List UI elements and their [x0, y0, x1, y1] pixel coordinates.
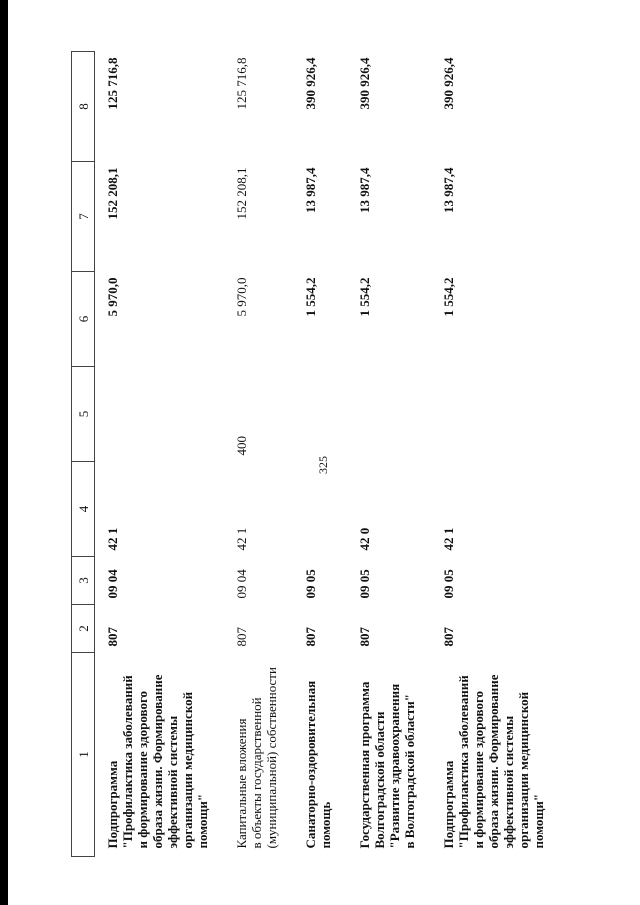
amount-cell: 125 716,8: [105, 57, 120, 110]
row-label: Капитальные вложения в объекты государственной (муниципальной) собственности: [234, 667, 279, 849]
header-cell: 2: [72, 605, 95, 653]
amount-cell: 1 554,2: [441, 277, 456, 317]
section-cell: 09 05: [441, 569, 456, 599]
amount-cell: 152 208,1: [234, 167, 249, 220]
table-row: [95, 52, 225, 857]
program-cell: 42 1: [234, 527, 249, 551]
rotated-table-wrapper: [71, 52, 581, 857]
header-cell: 4: [72, 462, 95, 557]
header-cell: 1: [72, 653, 95, 857]
header-cell: 8: [72, 52, 95, 162]
page-number: 325: [316, 456, 330, 474]
program-cell: 42 0: [357, 527, 372, 551]
amount-cell: 5 970,0: [105, 277, 120, 317]
table-row: [224, 52, 293, 857]
table-row: [431, 52, 560, 857]
amount-cell: 152 208,1: [105, 167, 120, 220]
amount-cell: 13 987,4: [357, 167, 372, 213]
table-row: [347, 52, 431, 857]
header-cell: 6: [72, 272, 95, 367]
code-cell: 807: [357, 627, 372, 647]
program-cell: [293, 462, 347, 557]
expense-type-cell: 400: [234, 436, 249, 456]
expense-type-cell: [431, 367, 560, 462]
amount-cell: 13 987,4: [303, 167, 318, 213]
expense-type-cell: [293, 367, 347, 462]
amount-cell: 1 554,2: [303, 277, 318, 317]
amount-cell: 5 970,0: [234, 277, 249, 317]
expense-type-cell: [347, 367, 431, 462]
code-cell: 807: [234, 627, 249, 647]
program-cell: 42 1: [105, 527, 120, 551]
code-cell: 807: [441, 627, 456, 647]
amount-cell: 13 987,4: [441, 167, 456, 213]
amount-cell: 390 926,4: [303, 57, 318, 110]
row-label: Подпрограмма "Профилактика заболеваний и формирование здорового образа жизни. Формирование эффективной системы организации медицинской помощи": [105, 674, 210, 849]
table-body: [95, 52, 561, 857]
header-cell: 3: [72, 557, 95, 605]
section-cell: 09 04: [105, 569, 120, 599]
header-cell: 7: [72, 162, 95, 272]
code-cell: 807: [105, 627, 120, 647]
row-label: Подпрограмма "Профилактика заболеваний и формирование здорового образа жизни. Формирование эффективной системы организации медицинской помощи": [441, 674, 546, 849]
header-cell: 5: [72, 367, 95, 462]
code-cell: 807: [303, 627, 318, 647]
budget-table: [71, 51, 560, 857]
header-row: [72, 52, 95, 857]
row-label: Государственная программа Волгоградской области "Развитие здравоохранения в Волгоградской области": [357, 681, 417, 849]
section-cell: 09 05: [303, 569, 318, 599]
section-cell: 09 05: [357, 569, 372, 599]
program-cell: 42 1: [441, 527, 456, 551]
amount-cell: 125 716,8: [234, 57, 249, 110]
section-cell: 09 04: [234, 569, 249, 599]
amount-cell: 390 926,4: [357, 57, 372, 110]
row-label: Санаторно-оздоровительная помощь: [303, 680, 333, 849]
scan-edge-bar: [0, 0, 8, 905]
amount-cell: 390 926,4: [441, 57, 456, 110]
expense-type-cell: [95, 367, 225, 462]
table-row: [293, 52, 347, 857]
amount-cell: 1 554,2: [357, 277, 372, 317]
